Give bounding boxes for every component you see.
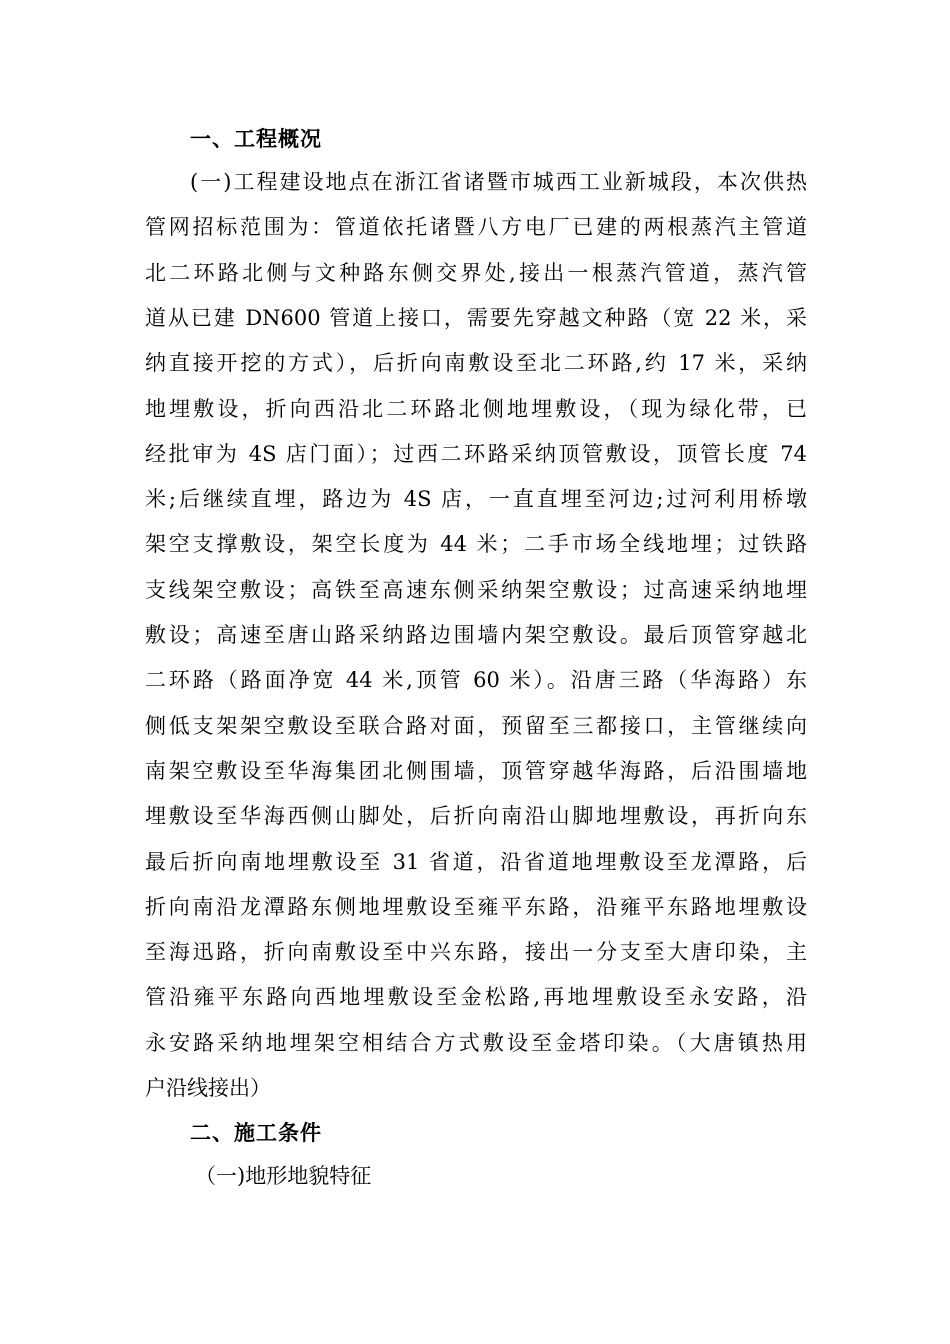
paragraph-line: 侧低支架架空敷设至联合路对面，预留至三都接口，主管继续向 [145, 714, 807, 738]
section-heading-conditions: 二、施工条件 [190, 1121, 322, 1145]
paragraph-line: 经批审为 4S 店门面）；过西二环路采纳顶管敷设，顶管长度 74 [145, 442, 807, 466]
paragraph-line: 架空支撑敷设，架空长度为 44 米；二手市场全线地埋；过铁路 [145, 532, 807, 556]
paragraph-line: (一)工程建设地点在浙江省诸暨市城西工业新城段，本次供热 [190, 170, 807, 194]
paragraph-line: 支线架空敷设；高铁至高速东侧采纳架空敷设；过高速采纳地埋 [145, 578, 807, 602]
paragraph-line: 最后折向南地埋敷设至 31 省道，沿省道地埋敷设至龙潭路，后 [145, 850, 807, 874]
subsection-heading-terrain: （一)地形地貌特征 [195, 1164, 372, 1188]
paragraph-line: 北二环路北侧与文种路东侧交界处,接出一根蒸汽管道，蒸汽管 [145, 261, 807, 285]
section-heading-overview: 一、工程概况 [190, 127, 322, 151]
paragraph-line: 折向南沿龙潭路东侧地埋敷设至雍平东路，沿雍平东路地埋敷设 [145, 895, 807, 919]
paragraph-line: 南架空敷设至华海集团北侧围墙，顶管穿越华海路，后沿围墙地 [145, 759, 807, 783]
paragraph-line: 敷设；高速至唐山路采纳路边围墙内架空敷设。最后顶管穿越北 [145, 623, 807, 647]
paragraph-line: 至海迅路，折向南敷设至中兴东路，接出一分支至大唐印染，主 [145, 940, 807, 964]
paragraph-line: 米;后继续直埋，路边为 4S 店，一直直埋至河边;过河利用桥墩 [145, 487, 807, 511]
paragraph-line: 道从已建 DN600 管道上接口，需要先穿越文种路（宽 22 米，采 [145, 306, 807, 330]
paragraph-line: 永安路采纳地埋架空相结合方式敷设至金塔印染。（大唐镇热用 [145, 1031, 807, 1055]
paragraph-line: 地埋敷设，折向西沿北二环路北侧地埋敷设，（现为绿化带，已 [145, 397, 807, 421]
paragraph-line: 纳直接开挖的方式），后折向南敷设至北二环路,约 17 米，采纳 [145, 351, 807, 375]
paragraph-line: 管沿雍平东路向西地埋敷设至金松路,再地埋敷设至永安路，沿 [145, 985, 807, 1009]
paragraph-line: 二环路（路面净宽 44 米,顶管 60 米）。沿唐三路（华海路）东 [145, 668, 807, 692]
paragraph-line: 埋敷设至华海西侧山脚处，后折向南沿山脚地埋敷设，再折向东 [145, 804, 807, 828]
paragraph-line: 管网招标范围为：管道依托诸暨八方电厂已建的两根蒸汽主管道 [145, 215, 807, 239]
paragraph-line: 户沿线接出） [145, 1076, 271, 1100]
